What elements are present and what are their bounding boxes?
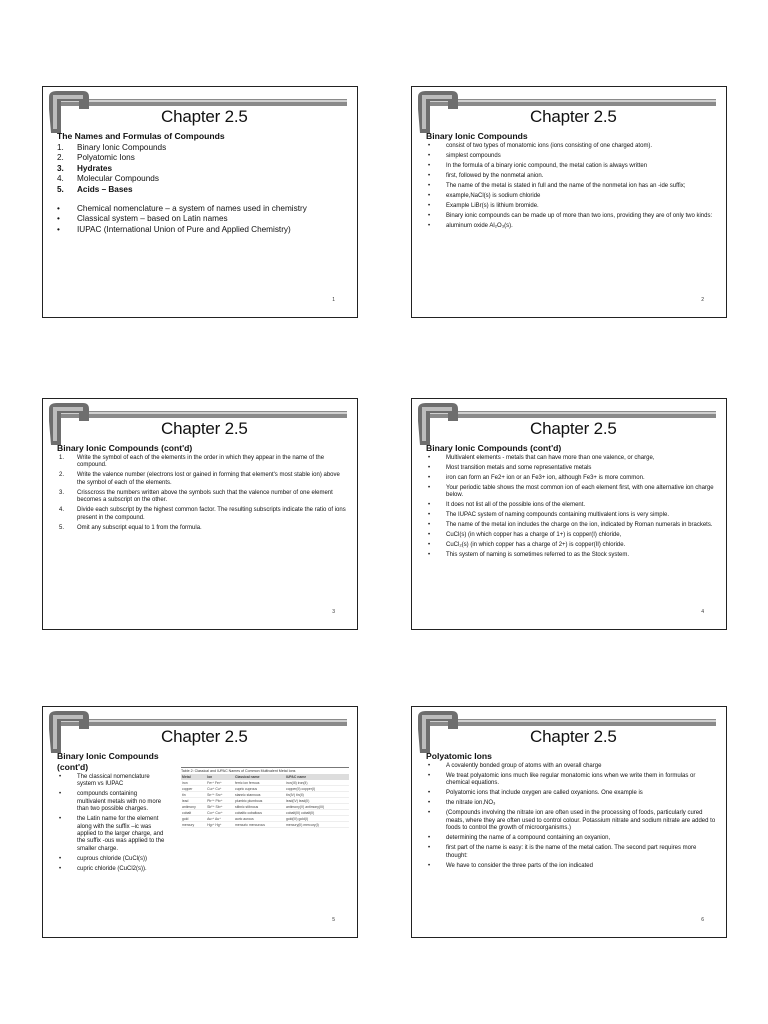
list-item: [426, 465, 716, 472]
item-text: Acids – Bases: [77, 184, 133, 194]
slide-5[interactable]: [42, 706, 358, 938]
bullet-icon: •: [428, 800, 431, 807]
column-header: Classical name: [234, 774, 285, 780]
table-cell: auric aurous: [234, 816, 285, 822]
list-item: [426, 203, 716, 210]
item-text: simplest compounds: [446, 153, 501, 159]
table-cell: copper: [181, 786, 206, 792]
item-text: CuCl(s) (in which copper has a charge of 1+) is copper(I) chloride,: [446, 532, 622, 539]
item-text: IUPAC (International Union of Pure and Applied Chemistry): [77, 224, 291, 234]
slide-heading: Binary Ionic Compounds (cont'd): [57, 751, 159, 772]
bullet-icon: •: [428, 542, 431, 549]
item-text: consist of two types of monatomic ions (ions consisting of one charged atom).: [446, 143, 653, 149]
page-number: 2: [701, 297, 704, 303]
list-item: [426, 143, 716, 150]
item-text: Most transition metals and some representative metals: [446, 465, 592, 471]
bullet-icon: •: [428, 465, 431, 471]
item-text: determining the name of a compound containing an oxyanion,: [446, 835, 611, 842]
item-number: 2.: [57, 153, 64, 163]
item-text: first, followed by the nonmetal anion.: [446, 173, 544, 179]
bullet-icon: •: [428, 213, 431, 219]
bullet-icon: •: [428, 183, 431, 189]
list-item: [426, 863, 716, 870]
table-cell: Hg²⁺ Hg⁺: [206, 822, 234, 828]
bullet-icon: •: [57, 214, 60, 224]
list-item: [57, 214, 347, 224]
bullet-icon: •: [428, 143, 431, 149]
item-text: iron can form an Fe2+ ion or an Fe3+ ion, although Fe3+ is more common.: [446, 475, 645, 481]
list-item: [426, 183, 716, 190]
bullet-icon: •: [428, 455, 431, 461]
page-number: 1: [332, 297, 335, 303]
item-text: aluminum oxide Al₂O₃(s).: [446, 223, 513, 229]
bullet-icon: •: [428, 502, 431, 509]
bullet-icon: •: [428, 193, 431, 199]
table-cell: stannic stannous: [234, 792, 285, 798]
item-number: 2.: [59, 472, 65, 479]
item-number: 5.: [57, 184, 64, 194]
item-text: the Latin name for the element along with the suffix –ic was applied to the larger charge, and the suffix -ous was applied to the smaller charge.: [77, 816, 165, 852]
slide-6[interactable]: [411, 706, 727, 938]
item-text: cupric chloride (CuCl2(s)).: [77, 865, 147, 872]
table-cell: antimony(V) antimony(III): [285, 804, 349, 810]
item-text: Write the symbol of each of the elements in the order in which they appear in the name of the compound.: [77, 455, 325, 469]
list-item: [426, 223, 716, 230]
list-item: [426, 153, 716, 160]
bullet-icon: •: [428, 512, 431, 519]
item-text: example,NaCl(s) is sodium chloride: [446, 193, 541, 199]
item-text: Binary ionic compounds can be made up of more than two ions, providing they are of only two kinds:: [446, 213, 713, 219]
bullet-icon: •: [428, 203, 431, 209]
item-text: Your periodic table shows the most common ion of each element first, with one alternative ion charge below.: [446, 485, 714, 499]
bullet-icon: •: [428, 475, 431, 481]
bullet-icon: •: [428, 835, 431, 842]
table-cell: Cu²⁺ Cu⁺: [206, 786, 234, 792]
item-number: 1.: [59, 455, 65, 461]
bullet-icon: •: [59, 791, 62, 798]
multivalent-metal-table: [181, 767, 349, 828]
table-cell: cobalt: [181, 810, 206, 816]
list-item: [57, 507, 347, 522]
bullet-icon: •: [428, 532, 431, 539]
item-text: first part of the name is easy: it is the name of the metal cation. The second part requires more thought:: [446, 845, 697, 859]
list-item: [426, 455, 716, 462]
table-cell: Pb⁴⁺ Pb²⁺: [206, 798, 234, 804]
list-item: [426, 522, 716, 529]
list-item: [57, 164, 347, 174]
slide-title: Chapter 2.5: [161, 107, 248, 126]
item-text: In the formula of a binary ionic compound, the metal cation is always written: [446, 163, 648, 169]
table-cell: iron(III) iron(II): [285, 780, 349, 786]
list-item: [426, 542, 716, 549]
item-text: A covalently bonded group of atoms with an overall charge: [446, 763, 602, 769]
table-cell: mercury(II) mercury(I): [285, 822, 349, 828]
bullet-icon: •: [428, 790, 431, 797]
column-header: IUPAC name: [285, 774, 349, 780]
table-cell: ferric ion ferrous: [234, 780, 285, 786]
item-text: Divide each subscript by the highest common factor. The resulting subscripts indicate the ratio of ions present in the compound.: [77, 507, 346, 521]
table-cell: stibnic stibnous: [234, 804, 285, 810]
list-item: [57, 153, 347, 163]
item-number: 3.: [57, 163, 64, 173]
bullet-icon: •: [428, 773, 431, 779]
list-item: [57, 472, 347, 487]
item-text: the nitrate ion,NO₃: [446, 800, 496, 807]
item-text: Polyatomic ions that include oxygen are called oxyanions. One example is: [446, 790, 643, 797]
item-text: CuCl₂(s) (in which copper has a charge of 2+) is copper(II) chloride.: [446, 542, 626, 549]
slide-2[interactable]: [411, 86, 727, 318]
table-cell: Sb⁵⁺ Sb³⁺: [206, 804, 234, 810]
item-number: 3.: [59, 489, 65, 496]
table-cell: gold: [181, 816, 206, 822]
list-item: [426, 485, 716, 500]
list-item: [426, 193, 716, 200]
slide-heading: The Names and Formulas of Compounds: [57, 131, 225, 141]
slide-title: Chapter 2.5: [530, 727, 617, 746]
item-text: It does not list all of the possible ions of the element.: [446, 502, 586, 509]
bullet-icon: •: [428, 163, 431, 169]
item-text: (Compounds involving the nitrate ion are often used in the processing of foods, particularly cured meats, where they are often used to control colour. Potassium nitrate and sodium nitrate are added to foods to control the growth of microorganisms.): [446, 810, 716, 832]
list-item: [426, 502, 716, 509]
table-cell: Au³⁺ Au⁺: [206, 816, 234, 822]
bullet-icon: •: [428, 845, 431, 852]
table-cell: copper(II) copper(I): [285, 786, 349, 792]
bullet-icon: •: [428, 485, 431, 491]
item-text: Polyatomic Ions: [77, 153, 135, 163]
list-item: [57, 225, 347, 235]
page-number: 4: [701, 609, 704, 615]
table-cell: mercuric mercurous: [234, 822, 285, 828]
item-text: We treat polyatomic ions much like regular monatomic ions when we write them in formulas or chemical equations.: [446, 773, 696, 787]
table-cell: lead(IV) lead(II): [285, 798, 349, 804]
list-item: [426, 213, 716, 220]
item-number: 1.: [57, 143, 64, 152]
table-cell: antimony: [181, 804, 206, 810]
list-item: [57, 455, 347, 470]
list-item: [57, 856, 167, 863]
table-cell: Co³⁺ Co²⁺: [206, 810, 234, 816]
slide-3[interactable]: [42, 398, 358, 630]
slide-heading: Polyatomic Ions: [426, 751, 492, 761]
list-item: [426, 173, 716, 180]
bullet-icon: •: [428, 763, 431, 769]
table-cell: tin(IV) tin(II): [285, 792, 349, 798]
page-number: 6: [701, 917, 704, 923]
item-text: Multivalent elements - metals that can have more than one valence, or charge,: [446, 455, 655, 461]
column-header: Metal: [181, 774, 206, 780]
bullet-icon: •: [57, 224, 60, 234]
item-number: 4.: [57, 174, 64, 184]
bullet-icon: •: [428, 862, 431, 869]
table-cell: Fe³⁺ Fe²⁺: [206, 780, 234, 786]
list-item: [57, 174, 347, 184]
item-text: cuprous chloride (CuCl(s)): [77, 855, 148, 862]
item-text: Example LiBr(s) is lithium bromide.: [446, 203, 539, 209]
table-cell: cobalt(III) cobalt(II): [285, 810, 349, 816]
list-item: [57, 143, 347, 153]
item-text: compounds containing multivalent metals with no more than two possible charges.: [77, 791, 162, 813]
column-header: Ion: [206, 774, 234, 780]
list-item: [57, 866, 167, 873]
table-cell: gold(III) gold(I): [285, 816, 349, 822]
bullet-icon: •: [428, 552, 431, 559]
table-cell: Sn⁴⁺ Sn²⁺: [206, 792, 234, 798]
table-cell: mercury: [181, 822, 206, 828]
table-cell: tin: [181, 792, 206, 798]
bullet-icon: •: [59, 855, 62, 862]
slide-heading: Binary Ionic Compounds: [426, 131, 528, 141]
item-text: The name of the metal is stated in full and the name of the nonmetal ion has an -ide suffix;: [446, 183, 686, 189]
page-number: 3: [332, 609, 335, 615]
item-number: 5.: [59, 524, 65, 531]
slide-4[interactable]: [411, 398, 727, 630]
list-item: [426, 810, 716, 832]
bullet-icon: •: [57, 204, 60, 214]
slide-heading: Binary Ionic Compounds (cont'd): [57, 443, 193, 453]
item-text: Hydrates: [77, 163, 113, 173]
list-item: [426, 800, 716, 807]
list-item: [426, 552, 716, 559]
slide-1[interactable]: [42, 86, 358, 318]
table-cell: plumbic plumbous: [234, 798, 285, 804]
slide-title: Chapter 2.5: [161, 727, 248, 746]
table-cell: iron: [181, 780, 206, 786]
list-item: [57, 791, 167, 813]
slide-title: Chapter 2.5: [530, 419, 617, 438]
bullet-icon: •: [428, 522, 431, 529]
item-text: The classical nomenclature system vs IUPAC: [77, 774, 150, 788]
item-text: Write the valence number (electrons lost or gained in forming that element's most stable ion) above the symbol of each of the elements.: [77, 472, 340, 486]
list-item: [426, 790, 716, 797]
list-item: [426, 845, 716, 860]
list-item: [426, 532, 716, 539]
bullet-icon: •: [59, 865, 62, 872]
list-item: [57, 774, 167, 789]
list-item: [57, 185, 347, 195]
table-cell: cobaltic cobaltous: [234, 810, 285, 816]
item-text: Classical system – based on Latin names: [77, 214, 228, 224]
list-item: [426, 475, 716, 482]
item-text: Molecular Compounds: [77, 174, 159, 184]
bullet-icon: •: [428, 223, 431, 229]
table-caption: Table 2: Classical and IUPAC Names of Common Multivalent Metal Ions: [181, 769, 296, 773]
list-item: [426, 773, 716, 788]
list-item: [426, 763, 716, 770]
item-text: This system of naming is sometimes referred to as the Stock system.: [446, 552, 630, 559]
list-item: [426, 835, 716, 842]
slide-title: Chapter 2.5: [530, 107, 617, 126]
bullet-icon: •: [428, 153, 431, 159]
list-item: [57, 816, 167, 853]
item-text: Chemical nomenclature – a system of names used in chemistry: [77, 204, 307, 214]
table-row: [181, 822, 349, 828]
bullet-icon: •: [59, 816, 62, 823]
item-text: Crisscross the numbers written above the symbols such that the valence number of one element becomes a subscript on the other.: [77, 489, 333, 504]
item-text: Omit any subscript equal to 1 from the formula.: [77, 524, 202, 531]
list-item: [426, 512, 716, 519]
item-text: We have to consider the three parts of the ion indicated: [446, 862, 593, 869]
item-text: The IUPAC system of naming compounds containing multivalent ions is very simple.: [446, 512, 669, 519]
slide-title: Chapter 2.5: [161, 419, 248, 438]
slide-heading: Binary Ionic Compounds (cont'd): [426, 443, 562, 453]
item-number: 4.: [59, 507, 65, 514]
item-text: The name of the metal ion includes the charge on the ion, indicated by Roman numerals in brackets.: [446, 522, 713, 529]
table-cell: cupric cuprous: [234, 786, 285, 792]
page-number: 5: [332, 917, 335, 923]
list-item: [426, 163, 716, 170]
bullet-icon: •: [428, 173, 431, 179]
bullet-icon: •: [428, 810, 431, 817]
list-item: [57, 204, 347, 214]
list-item: [57, 525, 347, 532]
bullet-icon: •: [59, 774, 62, 780]
table-cell: lead: [181, 798, 206, 804]
list-item: [57, 490, 347, 505]
item-text: Binary Ionic Compounds: [77, 143, 167, 152]
